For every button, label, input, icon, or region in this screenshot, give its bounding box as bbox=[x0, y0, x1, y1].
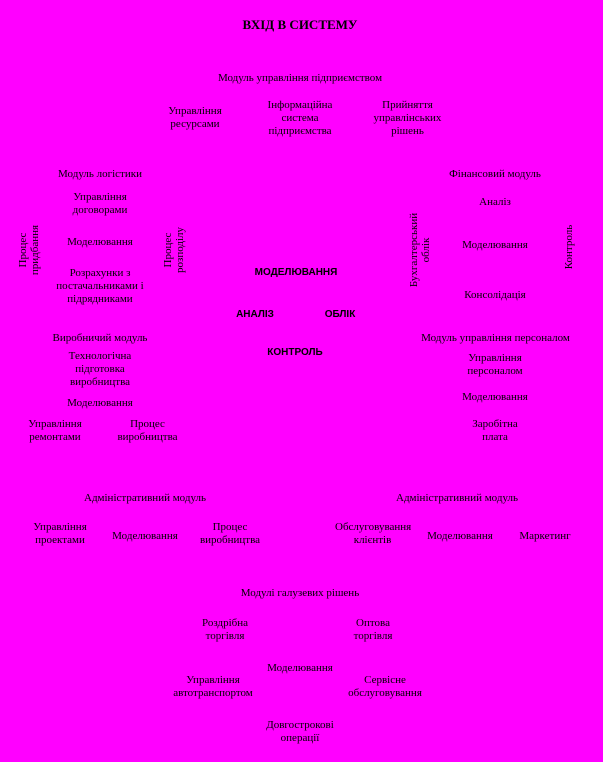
admin-module-left-header: Адміністративний модуль bbox=[84, 492, 206, 504]
system-entry-title: ВХІД В СИСТЕМУ bbox=[242, 17, 358, 32]
enterprise-info-system: Інформаційна система підприємства bbox=[267, 99, 333, 137]
core-accounting: ОБЛІК bbox=[324, 309, 356, 320]
personnel-management: Управління персоналом bbox=[467, 352, 523, 377]
distribution-process: Процес розподілу bbox=[162, 226, 186, 274]
vehicle-fleet-management: Управління автотранспортом bbox=[173, 674, 253, 699]
resource-management: Управління ресурсами bbox=[168, 105, 222, 130]
management-decisions: Прийняття управлінських рішень bbox=[373, 99, 442, 137]
salary: Заробітна плата bbox=[472, 418, 518, 443]
core-modeling: МОДЕЛЮВАННЯ bbox=[254, 267, 338, 278]
acquisition-process: Процес придбання bbox=[17, 224, 41, 276]
repair-management: Управління ремонтами bbox=[28, 418, 82, 443]
admin-right-modeling: Моделювання bbox=[427, 530, 493, 542]
client-service: Обслуговування клієнтів bbox=[335, 521, 412, 546]
wholesale-trade: Оптова торгівля bbox=[353, 617, 393, 642]
long-term-operations: Довгострокові операції bbox=[266, 719, 334, 744]
contract-management: Управління договорами bbox=[72, 191, 128, 216]
finance-control: Контроль bbox=[563, 224, 575, 270]
marketing: Маркетинг bbox=[519, 530, 571, 542]
finance-modeling: Моделювання bbox=[462, 239, 528, 251]
industry-modeling: Моделювання bbox=[267, 662, 333, 674]
enterprise-module-header: Модуль управління підприємством bbox=[217, 72, 383, 84]
admin-left-modeling: Моделювання bbox=[112, 530, 178, 542]
tech-preparation: Технологічна підготовка виробництва bbox=[68, 350, 132, 388]
bookkeeping: Бухгалтерський облік bbox=[408, 212, 432, 288]
finance-module-header: Фінансовий модуль bbox=[449, 168, 541, 180]
finance-analysis: Аналіз bbox=[479, 196, 511, 208]
production-process: Процес виробництва bbox=[117, 418, 178, 443]
industry-module-header: Модулі галузевих рішень bbox=[240, 587, 360, 599]
supplier-settlements: Розрахунки з постачальниками і підрядниками bbox=[56, 267, 144, 305]
project-management: Управління проектами bbox=[33, 521, 87, 546]
finance-consolidation: Консолідація bbox=[464, 289, 526, 301]
personnel-modeling: Моделювання bbox=[462, 391, 528, 403]
core-analysis: АНАЛІЗ bbox=[236, 309, 274, 320]
logistics-module-header: Модуль логістики bbox=[58, 168, 142, 180]
personnel-module-header: Модуль управління персоналом bbox=[421, 332, 570, 344]
logistics-modeling: Моделювання bbox=[67, 236, 133, 248]
service-maintenance: Сервісне обслуговування bbox=[348, 674, 422, 699]
admin-production-process: Процес виробництва bbox=[199, 521, 261, 546]
production-modeling: Моделювання bbox=[67, 397, 133, 409]
admin-module-right-header: Адміністративний модуль bbox=[396, 492, 518, 504]
retail-trade: Роздрібна торгівля bbox=[201, 617, 248, 642]
core-control: КОНТРОЛЬ bbox=[267, 347, 323, 358]
production-module-header: Виробничий модуль bbox=[52, 332, 148, 344]
